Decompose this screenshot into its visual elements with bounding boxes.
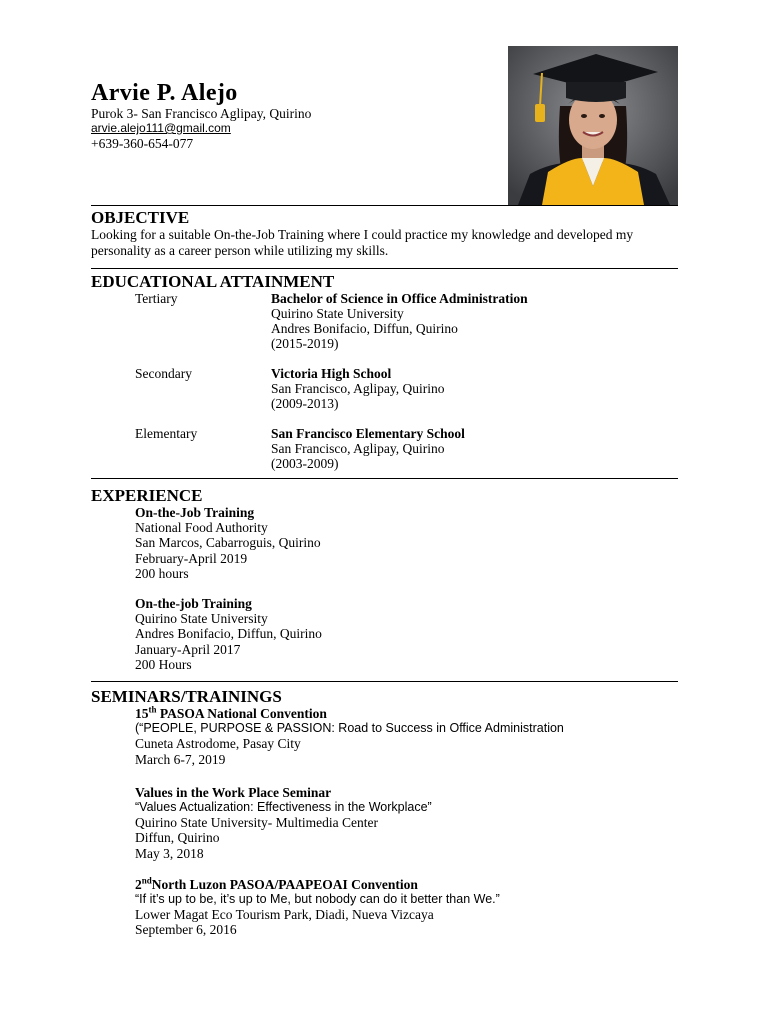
objective-section (91, 205, 678, 258)
experience-role: On-the-Job Training (135, 505, 255, 520)
education-level: Elementary (135, 426, 198, 441)
experience-title: EXPERIENCE (91, 486, 203, 505)
contact-info (91, 106, 311, 151)
divider (91, 478, 678, 479)
education-entry-tertiary (91, 291, 678, 351)
experience-line: 200 Hours (135, 656, 192, 672)
education-section (91, 268, 678, 471)
education-entry-elementary (91, 426, 678, 471)
experience-line: San Marcos, Cabarroguis, Quirino (135, 535, 321, 551)
education-title: EDUCATIONAL ATTAINMENT (91, 272, 335, 291)
objective-text: Looking for a suitable On-the-Job Training where I could practice my knowledge and developed my personality as a career person while utilizing my skills. (91, 227, 634, 258)
seminar-entry (135, 785, 678, 861)
experience-line: Quirino State University (135, 611, 268, 627)
experience-line: Andres Bonifacio, Diffun, Quirino (135, 626, 322, 642)
seminar-line: Cuneta Astrodome, Pasay City (135, 736, 301, 752)
education-level: Secondary (135, 366, 192, 381)
experience-entry (135, 505, 678, 581)
seminar-line: Diffun, Quirino (135, 830, 220, 846)
seminar-line: September 6, 2016 (135, 922, 237, 938)
divider (91, 681, 678, 682)
education-line: (2015-2019) (271, 336, 339, 351)
experience-line: 200 hours (135, 565, 189, 581)
seminar-line: May 3, 2018 (135, 845, 204, 861)
experience-section (91, 478, 678, 672)
seminar-title: 15th PASOA National Convention (135, 704, 327, 721)
seminar-theme: (“PEOPLE, PURPOSE & PASSION: Road to Success in Office Administration (135, 721, 564, 736)
school-name: Victoria High School (271, 366, 392, 381)
email-link[interactable]: arvie.alejo111@gmail.com (91, 121, 231, 135)
education-line: Andres Bonifacio, Diffun, Quirino (271, 321, 458, 336)
phone-number: +639-360-654-077 (91, 136, 194, 151)
experience-line: February-April 2019 (135, 550, 248, 566)
seminar-title: 2ndNorth Luzon PASOA/PAAPEOAI Convention (135, 875, 418, 892)
seminars-title: SEMINARS/TRAININGS (91, 687, 282, 706)
divider (91, 205, 678, 206)
education-level: Tertiary (135, 291, 178, 306)
seminar-line: March 6-7, 2019 (135, 751, 226, 767)
graduation-photo (508, 46, 678, 205)
objective-title: OBJECTIVE (91, 208, 190, 227)
education-line: (2003-2009) (271, 456, 339, 471)
address: Purok 3- San Francisco Aglipay, Quirino (91, 106, 312, 121)
school-name: Bachelor of Science in Office Administration (271, 291, 528, 306)
graduation-portrait-icon (508, 46, 678, 205)
divider (91, 268, 678, 269)
seminar-entry (135, 877, 678, 938)
education-line: San Francisco, Aglipay, Quirino (271, 441, 445, 456)
experience-role: On-the-job Training (135, 596, 252, 612)
education-line: (2009-2013) (271, 396, 339, 411)
experience-entry (135, 596, 678, 672)
education-line: San Francisco, Aglipay, Quirino (271, 381, 445, 396)
seminar-line: Quirino State University- Multimedia Center (135, 815, 378, 831)
experience-line: National Food Authority (135, 520, 268, 536)
education-line: Quirino State University (271, 306, 404, 321)
applicant-name: Arvie P. Alejo (91, 80, 238, 106)
seminar-title: Values in the Work Place Seminar (135, 784, 332, 800)
education-entry-secondary (91, 366, 678, 426)
seminar-line: Lower Magat Eco Tourism Park, Diadi, Nueva Vizcaya (135, 907, 434, 923)
seminar-entry (135, 706, 678, 767)
experience-line: January-April 2017 (135, 641, 241, 657)
seminar-theme: “If it’s up to be, it’s up to Me, but nobody can do it better than We.” (135, 892, 500, 907)
seminar-theme: “Values Actualization: Effectiveness in the Workplace” (135, 800, 432, 815)
seminars-section (91, 681, 678, 938)
school-name: San Francisco Elementary School (271, 426, 465, 441)
